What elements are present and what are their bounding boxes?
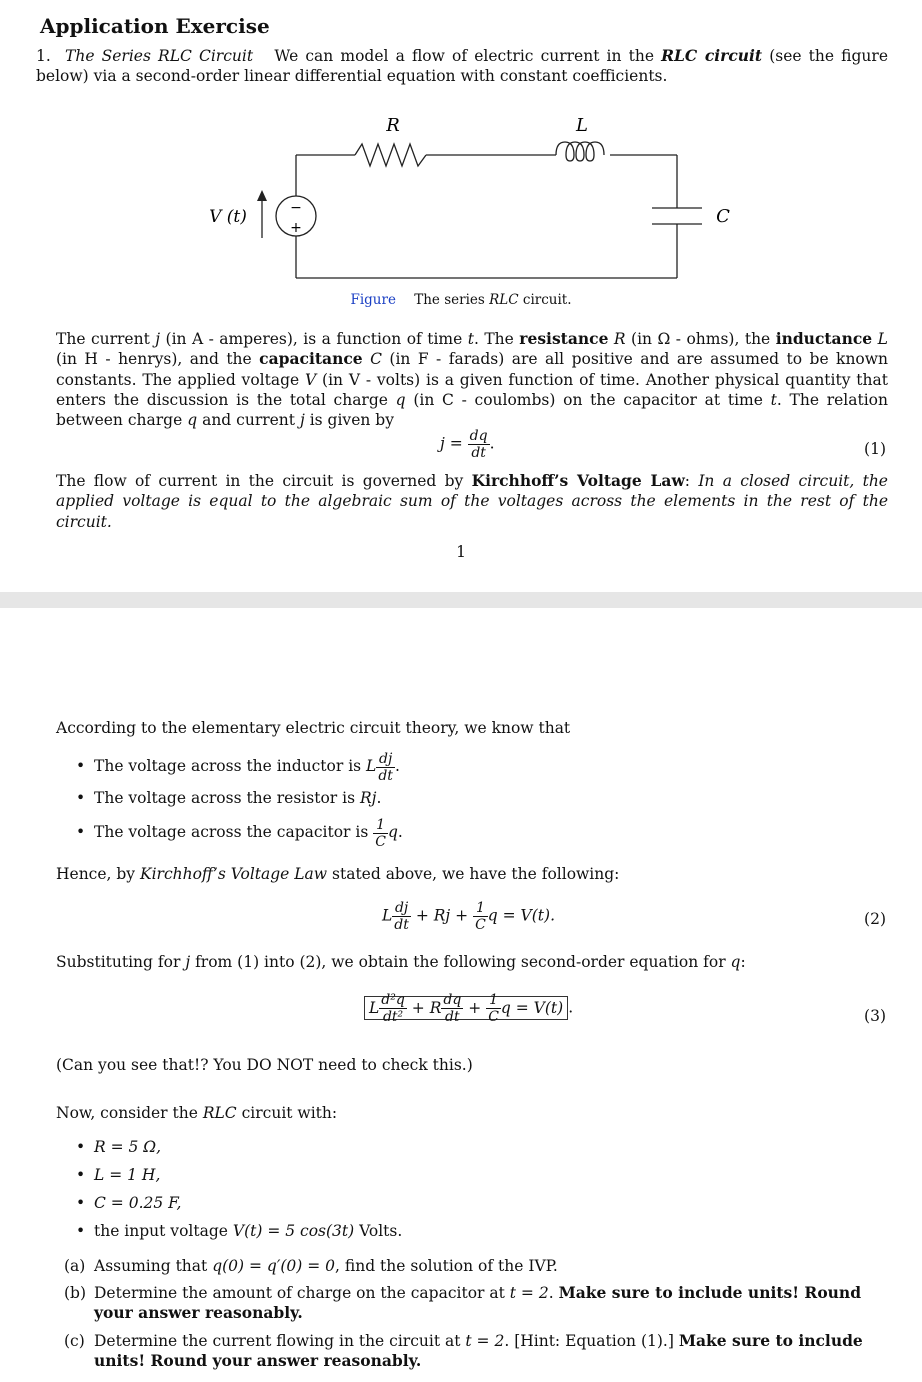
part-b: (b) Determine the amount of charge on the capacitor at t = 2. Make sure to include units! Round your answer reasonably. (64, 1283, 862, 1323)
equation-1-number: (1) (864, 440, 886, 458)
paragraph-consider: Now, consider the RLC circuit with: (56, 1104, 338, 1122)
equation-1: j = $\frac{dq}{dt}$ . (440, 428, 495, 461)
page-1 (0, 0, 922, 592)
list-item: • The voltage across the resistor is Rj. (76, 784, 403, 812)
page-2 (0, 608, 922, 1382)
label-V: V (t) (209, 207, 247, 227)
equation-3-number: (3) (864, 1007, 886, 1025)
equation-2-number: (2) (864, 910, 886, 928)
source-minus: − (290, 200, 302, 216)
boxed-equation: L $\frac{\text{d²q}}{\text{dt²}}$ + R $\frac{dq}{dt}$ + $\frac{1}{C}$ q = V(t) (364, 996, 568, 1020)
parameter-list (76, 1133, 402, 1245)
label-C: C (716, 206, 730, 227)
voltage-arrow-head (257, 190, 267, 201)
figure-caption: Figure The series RLC circuit. (350, 292, 572, 308)
list-item: • The voltage across the inductor is L $\frac{dj}{dt}$ . (76, 748, 403, 784)
problem-intro: 1. The Series RLC Circuit We can model a flow of electric current in the RLC circuit (see the figure below) via a second-order linear differential equation with constant coefficients. (36, 46, 888, 86)
paragraph-substitute: Substituting for j from (1) into (2), we obtain the following second-order equation for q: (56, 953, 746, 971)
label-R: R (386, 115, 400, 136)
page-number: 1 (456, 543, 466, 561)
equation-2: L $\frac{dj}{dt}$ + Rj + $\frac{1}{C}$ q = V(t). (382, 900, 556, 933)
page-separator (0, 592, 922, 608)
list-item: • R = 5 Ω, (76, 1133, 402, 1161)
paragraph-hence: Hence, by Kirchhoff’s Voltage Law stated above, we have the following: (56, 865, 620, 883)
paragraph-theory: According to the elementary electric circuit theory, we know that (56, 719, 571, 737)
list-item: • The voltage across the capacitor is $\frac{1}{C}$ q. (76, 812, 403, 852)
list-item: • the input voltage V(t) = 5 cos(3t) Volts. (76, 1217, 402, 1245)
label-L: L (576, 115, 588, 136)
part-c: (c) Determine the current flowing in the circuit at t = 2. [Hint: Equation (1).] Make sure to include units! Round your answer reasonably. (64, 1331, 863, 1371)
note: (Can you see that!? You DO NOT need to check this.) (56, 1056, 473, 1074)
list-item: • L = 1 H, (76, 1161, 402, 1189)
source-plus: + (290, 220, 302, 236)
section-heading: Application Exercise (40, 14, 270, 38)
part-a: (a) Assuming that q(0) = q′(0) = 0, find the solution of the IVP. (64, 1257, 558, 1275)
paragraph-kvl: The flow of current in the circuit is governed by Kirchhoff’s Voltage Law: In a closed circuit, the applied voltage is equal to the algebraic sum of the voltages across the elements in the rest of the circuit. (56, 471, 888, 531)
paragraph-definitions: The current j (in A - amperes), is a function of time t. The resistance R (in Ω - ohms), the inductance L (in H - henrys), and the capacitance C (in F - farads) are all positive and are assumed to be known constants. The applied voltage V (in V - volts) is a given function of time. Another physical quantity that enters the discussion is the total charge q (in C - coulombs) on the capacitor at time t. The relation between charge q and current j is given by (56, 329, 889, 430)
inductor-symbol (556, 142, 604, 161)
rlc-circuit-figure (0, 100, 922, 290)
voltage-bullet-list (76, 748, 403, 852)
problem-title: The Series RLC Circuit (65, 47, 254, 65)
equation-3: L $\frac{\text{d²q}}{\text{dt²}}$ + R $\frac{dq}{dt}$ + $\frac{1}{C}$ q = V(t) . (364, 992, 573, 1025)
resistor-symbol (355, 144, 426, 166)
list-item: • C = 0.25 F, (76, 1189, 402, 1217)
